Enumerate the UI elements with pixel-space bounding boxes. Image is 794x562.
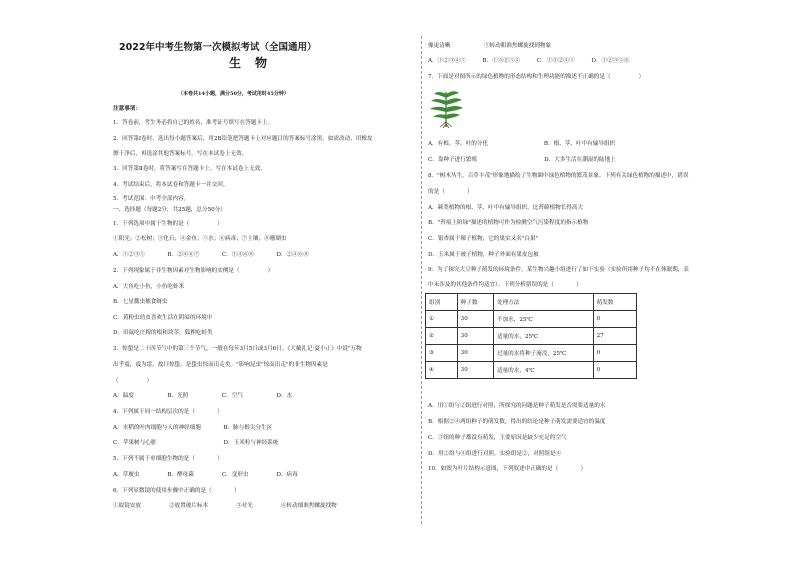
table-cell: 30 <box>457 328 493 345</box>
column-divider <box>421 36 422 524</box>
table-cell: 过量的水将种子淹没，25℃ <box>493 345 593 362</box>
option-line: A．用①组与②组进行对照，所探究的问题是种子萌发是否需要适量的水 <box>428 403 606 409</box>
question-line: A．大鱼吃小鱼，小鱼吃虾米 <box>113 284 185 290</box>
fern-plant-image <box>428 86 464 128</box>
question-line: A．①②③④⑤ B．①③②⑤④ C．①③②④⑤ D．①②③⑤④ <box>428 58 630 64</box>
table-header-cell: 种子数 <box>457 294 493 311</box>
table-header-row <box>426 294 637 311</box>
question-line: 10．如图为叶片结构示意图，下列叙述中正确的是（ ） <box>428 466 587 472</box>
question-line: A．草履虫 B．酵母菌 C．变形虫 D．病毒 <box>113 472 298 478</box>
question-line: 的是（ ） <box>428 189 473 195</box>
option-line: B．根据②④两组种子的萌发数，得出的结论是种子萌发需要适宜的温度 <box>428 419 606 425</box>
question-line: A．温度 B．光照 C．空气 D．水 <box>113 393 293 399</box>
table-header-cell: 处理方法 <box>493 294 593 311</box>
table-row <box>426 328 637 345</box>
table-cell: ④ <box>426 362 458 379</box>
table-cell: 不加水，25℃ <box>493 311 593 328</box>
exam-title: 2022年中考生物第一次模拟考试（全国通用） <box>119 42 317 53</box>
question-line: C．苹果树与心脏 D．玉米粒与神经系统 <box>113 440 279 446</box>
table-cell: 适量的水，4℃ <box>493 362 593 379</box>
table-cell: 30 <box>457 345 493 362</box>
table-row <box>426 362 637 379</box>
table-cell: 0 <box>593 345 636 362</box>
table-cell: 27 <box>593 328 636 345</box>
question-line: D．田鼠吃庄稼的根和块茎，狐狸吃蛙类 <box>113 330 213 336</box>
question-line: A．水稻的叶肉细胞与人的神经细胞 B．肺与根尖分生区 <box>113 425 273 431</box>
question-line: 2．下列现象属于非生物因素对生物影响的实例是（ ） <box>113 268 274 274</box>
question-line: 1．下列选项中属于生物的是（ ） <box>113 221 223 227</box>
question-line: 5．下列不属于单细胞生物的是（ ） <box>113 456 223 462</box>
option-line: C．③组的种子都没有萌发，主要原因是缺少充足的空气 <box>428 435 567 441</box>
notice-item: 5．考试范围：中考全部内容。 <box>113 196 190 202</box>
question-line: 9．为了探究大豆种子萌发的环境条件，某生物兴趣小组进行了如下实验（实验所用种子均不在休眠期，表 <box>428 267 689 273</box>
question-line: 8．"树木丛生，百草丰茂"形象地描绘了生物圈中绿色植物的繁茂景象。下列有关绿色植物的描述中，错误 <box>428 173 689 179</box>
table-header-cell: 组别 <box>426 294 458 311</box>
question-line: 中未涉及的其他条件均适宜）。下列分析错误的是（ ） <box>428 282 582 288</box>
table-cell: 0 <box>593 311 636 328</box>
notice-item: 3．回答第Ⅱ卷时，将答案写在答题卡上。写在本试卷上无效。 <box>113 166 266 172</box>
table-cell: ③ <box>426 345 458 362</box>
question-line: （ ） <box>113 378 153 384</box>
question-line: B．七星瓢虫捕食蚜虫 <box>113 299 168 305</box>
option-line: C．靠种子进行繁殖 D．大多生活在潮湿的陆地上 <box>428 157 616 163</box>
question-line: 4．下列属于同一结构层次的是（ ） <box>113 409 223 415</box>
option-line: D．用②组与④组进行对照，实验组是②，对照组是④ <box>428 451 562 457</box>
option-line: A．蕨类植物的根、茎、叶中有输导组织，比苔藓植物长得高大 <box>428 205 584 211</box>
table-cell: 适量的水，25℃ <box>493 328 593 345</box>
notice-item: 4．考试结束后，将本试卷和答题卡一并交回。 <box>113 182 229 188</box>
exam-note: （本卷共14小题，满分50分，考试用时45分钟） <box>178 91 289 97</box>
option-line: C．银杏属于裸子植物，它的果实又名"白果" <box>428 236 539 242</box>
table-cell: 0 <box>593 362 636 379</box>
notice-item: 擦干净后，再选涂其他答案标号。写在本试卷上无效。 <box>113 151 248 157</box>
table-cell: 30 <box>457 311 493 328</box>
question-line: C．黄粉虫幼虫喜欢生活在阴暗的环境中 <box>113 315 213 321</box>
table-cell: ① <box>426 311 458 328</box>
notice-item: 2．回答第Ⅰ卷时，选出每小题答案后，用2B铅笔把答题卡上对应题目的答案标号涂黑。如需改动，用橡皮 <box>113 136 373 142</box>
question-line: 6．下列显微镜的使用步骤中正确的是（ ） <box>113 488 240 494</box>
experiment-table <box>425 293 637 379</box>
option-line: D．玉米属于被子植物，种子外面有果皮包被 <box>428 252 539 258</box>
table-header-cell: 萌发数 <box>593 294 636 311</box>
question-line: A．①②③⑤ B．②④⑥⑦ C．①④⑥⑧ D．②④⑥⑧ <box>113 252 309 258</box>
question-line: 7．下面是对图所示的绿色植物的形态结构和生理功能的描述不正确的是（ ） <box>428 74 645 80</box>
table-row <box>426 311 637 328</box>
option-line: A．有根、茎、叶的分化 B．根、茎、叶中有输导组织 <box>428 141 616 147</box>
question-line: 3．惊蛰是二十四节气中的第三个节气，一般在每年3月5日或3月6日。《大戴礼记·夏小正》中说"万物 <box>113 346 362 352</box>
subject-title: 生物 <box>229 56 282 70</box>
notice-heading: 注意事项： <box>113 106 141 112</box>
option-line: B．"苔痕上阶绿"描述的植物可作为检测空气污染程度的指示植物 <box>428 220 589 226</box>
notice-item: 1．答卷前，考生务必将自己的姓名、准考证号填写在答题卡上。 <box>113 120 274 126</box>
question-line: 出乎震，震为雷，故曰惊蛰。是蛰虫惊而出走矣。"影响昆虫"惊而出走"的非生物因素是 <box>113 362 328 368</box>
table-cell: 30 <box>457 362 493 379</box>
table-row <box>426 345 637 362</box>
question-line: ①取镜安放 ②放置玻片标本 ③对光 ④转动细准焦螺旋找物 <box>113 503 337 509</box>
question-line: ①阳光；②松树；③化石；④金鱼；⑤水；⑥病毒；⑦土壤；⑧珊瑚虫 <box>113 236 287 242</box>
table-cell: ② <box>426 328 458 345</box>
section-heading: 一、选择题（每题2分，共25题，总分50分） <box>113 207 226 213</box>
question-line: 像更清晰 ⑤转动粗准焦螺旋找到物象 <box>428 43 552 49</box>
